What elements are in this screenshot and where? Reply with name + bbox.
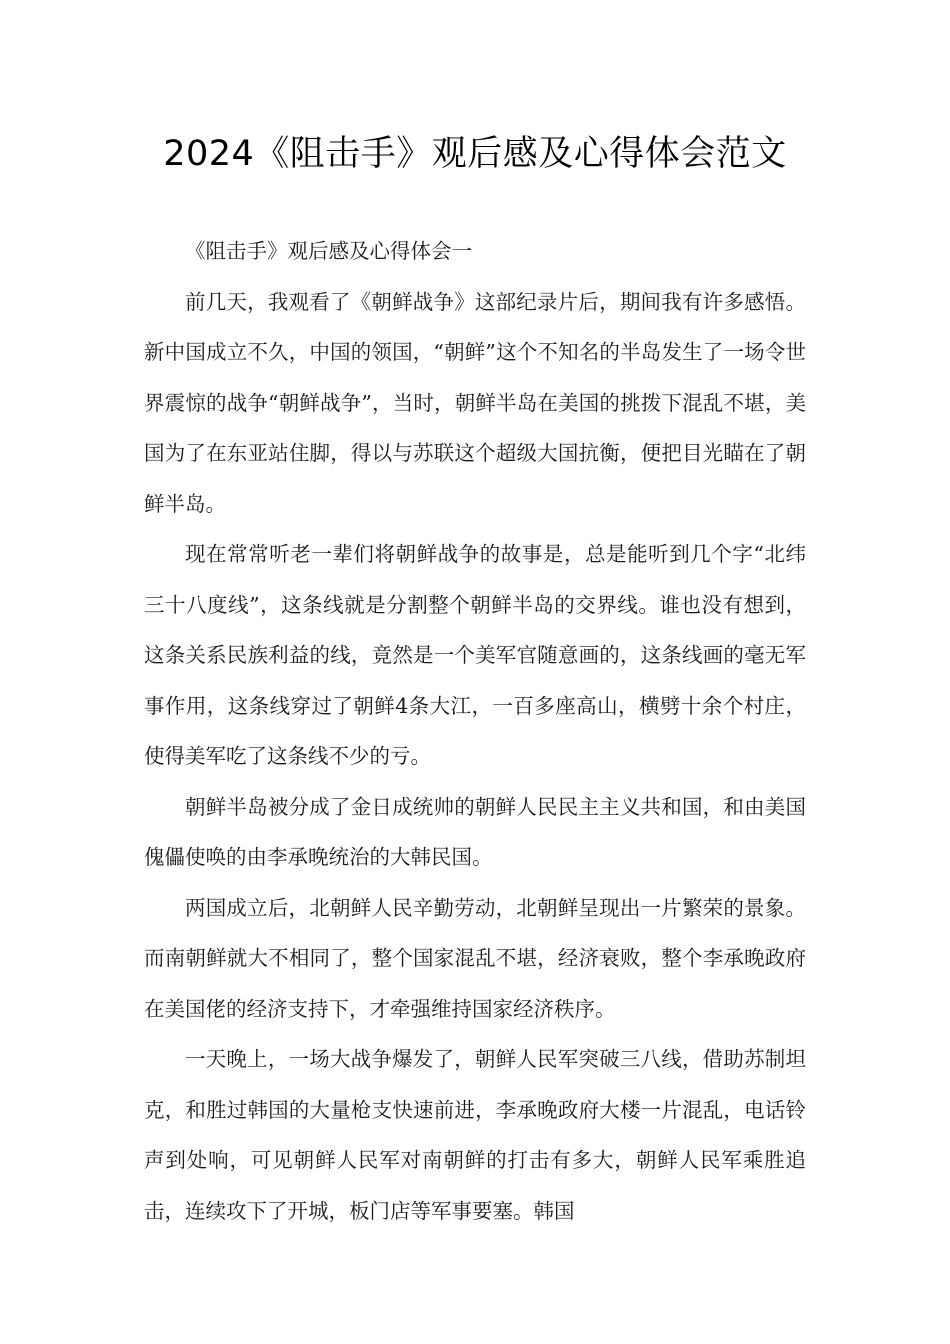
paragraph-5: 一天晚上，一场大战争爆发了，朝鲜人民军突破三八线，借助苏制坦克，和胜过韩国的大量枪支快速前进，李承晚政府大楼一片混乱，电话铃声到处响，可见朝鲜人民军对南朝鲜的打击有多大，朝鲜人民军乘胜追击，连续攻下了开城，板门店等军事要塞。韩国 — [144, 1047, 806, 1223]
paragraph-1: 前几天，我观看了《朝鲜战争》这部纪录片后，期间我有许多感悟。新中国成立不久，中国的领国，“朝鲜”这个不知名的半岛发生了一场令世界震惊的战争“朝鲜战争”，当时，朝鲜半岛在美国的挑拨下混乱不堪，美国为了在东亚站住脚，得以与苏联这个超级大国抗衡，便把目光瞄在了朝鲜半岛。 — [144, 289, 806, 516]
paragraph-2: 现在常常听老一辈们将朝鲜战争的故事是，总是能听到几个字“北纬三十八度线”，这条线就是分割整个朝鲜半岛的交界线。谁也没有想到，这条关系民族利益的线，竟然是一个美军官随意画的，这条线画的毫无军事作用，这条线穿过了朝鲜4条大江，一百多座高山，横劈十余个村庄，使得美军吃了这条线不少的亏。 — [144, 542, 806, 768]
document-title: 2024《阻击手》观后感及心得体会范文 — [163, 134, 787, 174]
section-heading: 《阻击手》观后感及心得体会一 — [185, 239, 472, 263]
paragraph-4: 两国成立后，北朝鲜人民辛勤劳动，北朝鲜呈现出一片繁荣的景象。而南朝鲜就大不相同了，整个国家混乱不堪，经济衰败，整个李承晚政府在美国佬的经济支持下，才牵强维持国家经济秩序。 — [144, 895, 806, 1021]
paragraph-3: 朝鲜半岛被分成了金日成统帅的朝鲜人民民主主义共和国，和由美国傀儡使唤的由李承晚统治的大韩民国。 — [144, 794, 806, 869]
document-body — [144, 226, 806, 1236]
